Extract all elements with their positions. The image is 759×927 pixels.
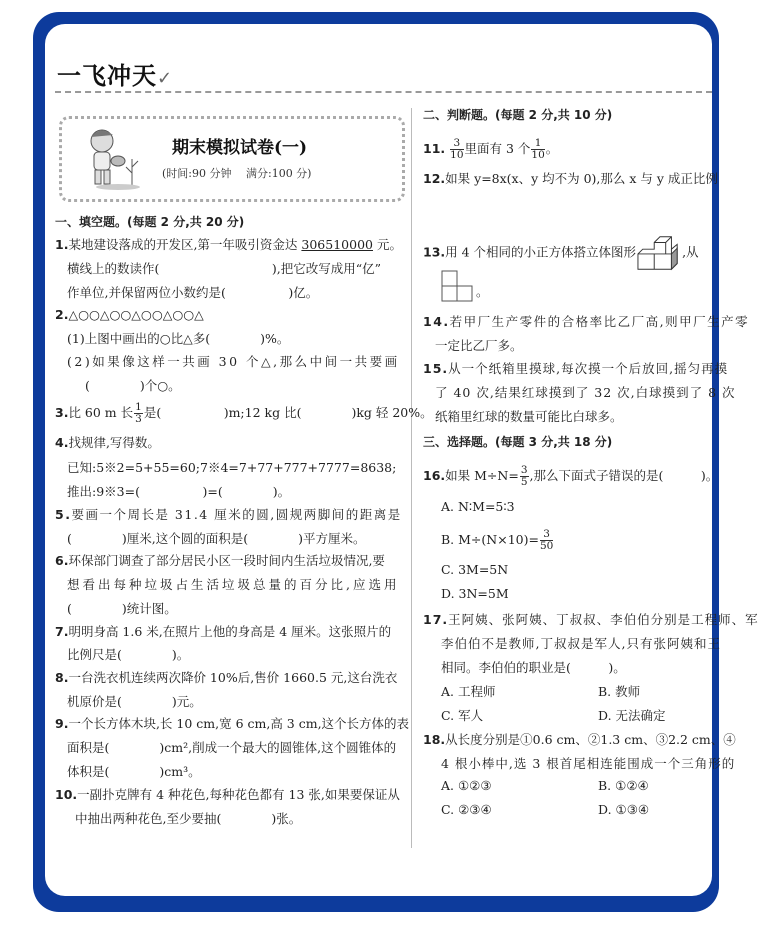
question-16 [423, 465, 718, 488]
section-2-header: 二、判断题。(每题 2 分,共 10 分) [423, 108, 613, 122]
question-number: 8. [55, 670, 69, 685]
question-13 [423, 234, 699, 272]
question-1-line-2: 横线上的数读作( ),把它改写成用“亿” [67, 261, 382, 276]
question-number: 9. [55, 716, 69, 731]
question-text: 某地建设落成的开发区,第一年吸引资金达 [68, 237, 302, 252]
option-c: C. 军人 [441, 708, 484, 723]
question-text: 找规律,写得数。 [68, 435, 160, 450]
question-text: 一个长方体木块,长 10 cm,宽 6 cm,高 3 cm,这个长方体的表 [68, 716, 410, 731]
brand-logo [57, 56, 173, 91]
cube-stack-figure [637, 234, 681, 272]
denominator: 5 [520, 476, 528, 488]
question-2-part-1: (1)上图中画出的○比△多( )%。 [67, 331, 290, 346]
question-13-end: 。 [476, 284, 489, 299]
question-7-line-2: 比例尺是( )。 [67, 647, 190, 662]
option-b: B. 教师 [598, 684, 641, 699]
question-number: 1. [55, 237, 69, 252]
question-text: ,从 [682, 244, 699, 260]
question-text: 一台洗衣机连续两次降价 10%后,售价 1660.5 元,这台洗衣 [68, 670, 398, 685]
question-6-line-2: 想看出每种垃圾占生活垃圾总量的百分比,应选用 [67, 577, 400, 592]
exam-title: 期末模拟试卷(一) [172, 138, 308, 158]
question-10-line-2: 中抽出两种花色,至少要抽( )张。 [75, 811, 302, 826]
option-a: A. 工程师 [441, 684, 496, 699]
question-1-line-3: 作单位,并保留两位小数约是( )亿。 [67, 285, 319, 300]
question-8-line-2: 机原价是( )元。 [67, 694, 202, 709]
fraction [134, 402, 143, 425]
section-3-header: 三、选择题。(每题 3 分,共 18 分) [423, 435, 613, 449]
question-number: 11. [423, 141, 446, 156]
exam-subtitle: (时间:90 分钟 满分:100 分) [162, 167, 312, 180]
question-text: 环保部门调查了部分居民小区一段时间内生活垃圾情况,要 [68, 553, 385, 568]
question-4-line-3: 推出:9※3=( )=( )。 [67, 484, 291, 499]
fraction [520, 465, 529, 488]
question-number: 6. [55, 553, 69, 568]
numerator: 3 [450, 138, 463, 150]
question-number: 17. [423, 612, 449, 627]
question-text: 是( )m;12 kg 比( )kg 轻 20%。 [143, 405, 433, 420]
exam-page [45, 24, 759, 896]
option-b: B. ①②④ [598, 778, 649, 793]
question-number: 2. [55, 307, 69, 322]
option-c: C. 3M=5N [441, 562, 509, 577]
question-number: 15. [423, 361, 449, 376]
question-15-line-3: 纸箱里红球的数量可能比白球多。 [435, 409, 623, 424]
question-number: 10. [55, 787, 78, 802]
question-18 [423, 732, 736, 748]
question-text: 。 [545, 141, 559, 156]
question-number: 4. [55, 435, 69, 450]
question-2-part-2-blank: ( )个○。 [85, 378, 181, 393]
question-text: 要画一个周长是 31.4 厘米的圆,圆规两脚间的距离是 [71, 507, 402, 522]
question-10 [55, 787, 400, 803]
numerator: 1 [135, 401, 142, 413]
option-d: D. 无法确定 [598, 708, 666, 723]
question-text: 如果 M÷N= [445, 468, 519, 483]
question-14-line-2: 一定比乙厂多。 [435, 338, 523, 353]
question-text: 从一个纸箱里摸球,每次摸一个后放回,摇匀再摸 [448, 361, 729, 376]
question-number: 16. [423, 468, 446, 483]
denominator: 3 [135, 413, 142, 425]
question-number: 7. [55, 624, 69, 639]
question-text: 用 4 个相同的小正方体搭立体图形 [445, 244, 637, 260]
question-2 [55, 307, 204, 323]
denominator: 10 [450, 149, 464, 161]
question-9-line-3: 体积是( )cm³。 [67, 764, 201, 779]
numerator: 3 [520, 464, 528, 476]
question-5 [55, 507, 402, 523]
fraction [531, 138, 544, 161]
question-text: 元。 [372, 237, 402, 252]
numerator: 1 [531, 138, 544, 150]
question-5-line-2: ( )厘米,这个圆的面积是( )平方厘米。 [67, 531, 366, 546]
question-text: 从长度分别是①0.6 cm、②1.3 cm、③2.2 cm、④ [445, 732, 736, 747]
question-text: 如果 y=8x(x、y 均不为 0),那么 x 与 y 成正比例 [445, 171, 718, 186]
question-text: 比 60 m 长 [68, 405, 134, 420]
question-2-part-2: (2)如果像这样一共画 30 个△,那么中间一共要画 [67, 354, 400, 369]
question-17-line-3: 相同。李伯伯的职业是( )。 [441, 660, 626, 675]
shape-sequence: △○○△○○△○○△○○△ [68, 307, 204, 322]
question-9 [55, 716, 409, 732]
question-15-line-2: 了 40 次,结果红球摸到了 32 次,白球摸到了 8 次 [435, 385, 736, 400]
question-4 [55, 435, 160, 451]
question-7 [55, 624, 391, 640]
view-diagram [441, 270, 477, 302]
question-11 [423, 138, 558, 161]
question-number: 13. [423, 244, 446, 260]
question-number: 5. [55, 507, 72, 522]
option-c: C. ②③④ [441, 802, 492, 817]
column-divider [411, 108, 412, 848]
question-text: 里面有 3 个 [464, 141, 531, 156]
title-banner [59, 116, 405, 202]
section-1-header: 一、填空题。(每题 2 分,共 20 分) [55, 215, 245, 229]
question-17 [423, 612, 759, 628]
question-8 [55, 670, 397, 686]
question-text: 一副扑克牌有 4 种花色,每种花色都有 13 张,如果要保证从 [77, 787, 400, 802]
numerator: 3 [540, 529, 553, 541]
question-3 [55, 402, 433, 425]
check-icon: ✓ [157, 68, 174, 89]
question-text: 若甲厂生产零件的合格率比乙厂高,则甲厂生产零 [449, 314, 750, 329]
question-number: 12. [423, 171, 446, 186]
option-text: B. M÷(N×10)= [441, 532, 539, 547]
question-1 [55, 237, 402, 253]
question-text: 明明身高 1.6 米,在照片上他的身高是 4 厘米。这张照片的 [68, 624, 392, 639]
option-b [441, 529, 554, 552]
question-4-line-2: 已知:5※2=5+55=60;7※4=7+77+777+7777=8638; [67, 460, 397, 475]
option-a: A. N∶M=5∶3 [441, 499, 515, 514]
question-6 [55, 553, 385, 569]
denominator: 10 [531, 149, 545, 161]
question-6-line-3: ( )统计图。 [67, 601, 177, 616]
question-text: ,那么下面式子错误的是( )。 [529, 468, 719, 483]
option-d: D. ①③④ [598, 802, 650, 817]
child-watering-plant-illustration [80, 125, 150, 193]
option-d: D. 3N=5M [441, 586, 509, 601]
dashed-divider [55, 91, 712, 93]
fraction [540, 529, 553, 552]
question-text: 王阿姨、张阿姨、丁叔叔、李伯伯分别是工程师、军 [448, 612, 759, 627]
question-number: 14. [423, 314, 450, 329]
underlined-number: 306510000 [301, 237, 373, 252]
question-14 [423, 314, 749, 330]
question-number: 18. [423, 732, 446, 747]
option-a: A. ①②③ [441, 778, 492, 793]
question-15 [423, 361, 728, 377]
question-number: 3. [55, 405, 69, 420]
question-12 [423, 171, 718, 187]
denominator: 50 [539, 540, 554, 552]
question-18-line-2: 4 根小棒中,选 3 根首尾相连能围成一个三角形的 [441, 756, 736, 771]
question-9-line-2: 面积是( )cm²,削成一个最大的圆锥体,这个圆锥体的 [67, 740, 397, 755]
fraction [450, 138, 463, 161]
question-17-line-2: 李伯伯不是教师,丁叔叔是军人,只有张阿姨和王 [441, 636, 721, 651]
brand-name: 一飞冲天 [57, 62, 157, 90]
